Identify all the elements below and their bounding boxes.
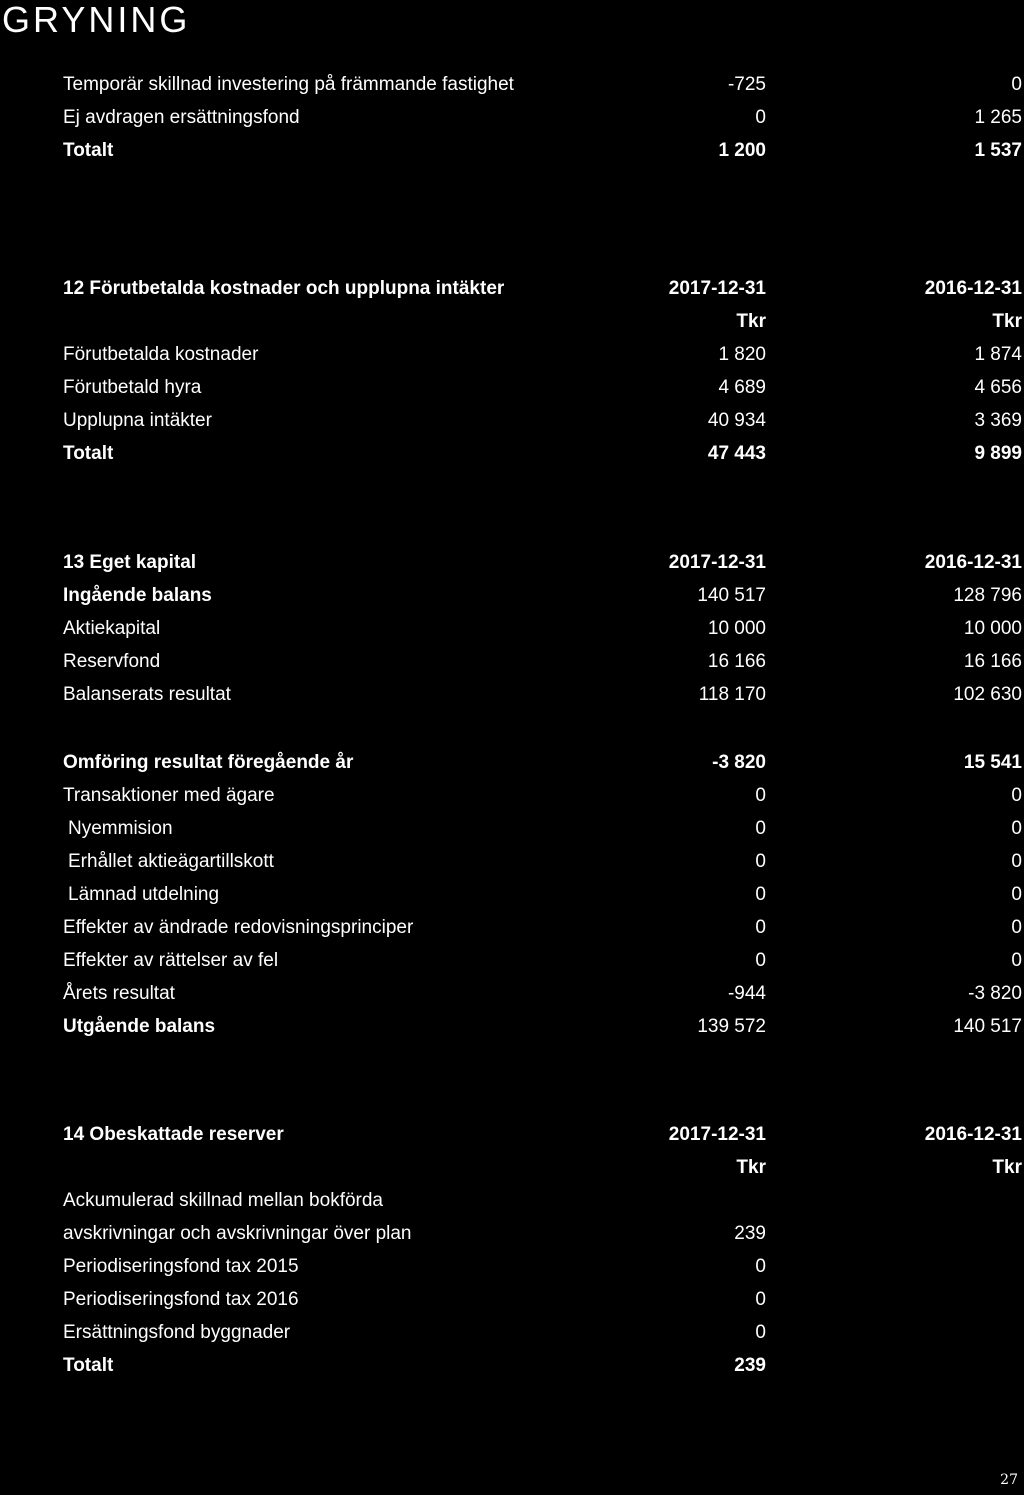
value-2016: 0 [1011, 917, 1022, 938]
table-row [0, 1316, 1024, 1349]
value-2016: 1 537 [974, 140, 1022, 161]
equity-table [0, 546, 1024, 711]
value-2017: 1 200 [718, 140, 766, 161]
table-row [0, 944, 1024, 977]
value-2017: 0 [755, 1322, 766, 1343]
value-2017: 139 572 [697, 1016, 766, 1037]
value-2017: 239 [734, 1355, 766, 1376]
table-row [0, 305, 1024, 338]
equity-changes-table [0, 746, 1024, 1043]
table-row [0, 101, 1024, 134]
value-2017: Tkr [736, 311, 766, 332]
value-2016: 1 874 [974, 344, 1022, 365]
row-label: Periodiseringsfond tax 2015 [63, 1256, 299, 1277]
table-row [0, 878, 1024, 911]
row-label: Ersättningsfond byggnader [63, 1322, 291, 1343]
value-2016: 4 656 [974, 377, 1022, 398]
value-2017: 0 [755, 950, 766, 971]
value-2017: 40 934 [707, 410, 766, 431]
value-2017: 118 170 [698, 684, 766, 705]
value-2017: 239 [734, 1223, 766, 1244]
page-number: 27 [1000, 1472, 1018, 1488]
row-label: Utgående balans [63, 1016, 216, 1037]
table-row [0, 645, 1024, 678]
value-2016: 140 517 [953, 1016, 1022, 1037]
value-2017: 0 [755, 1256, 766, 1277]
value-2017: Tkr [736, 1157, 766, 1178]
row-label: Effekter av rättelser av fel [63, 950, 279, 971]
row-label: Reservfond [63, 651, 161, 672]
table-row [0, 1349, 1024, 1382]
value-2017: -944 [727, 983, 766, 1004]
prepaid-expenses-table [0, 272, 1024, 470]
row-label: Upplupna intäkter [63, 410, 212, 431]
row-label: 13 Eget kapital [63, 552, 197, 573]
value-2017: 0 [755, 884, 766, 905]
row-label: Omföring resultat föregående år [63, 752, 354, 773]
value-2017: 2017-12-31 [668, 1124, 766, 1145]
row-label: Transaktioner med ägare [63, 785, 275, 806]
value-2017: 0 [755, 818, 766, 839]
row-label: Förutbetalda kostnader [63, 344, 259, 365]
value-2017: 0 [755, 785, 766, 806]
table-row [0, 272, 1024, 305]
value-2016: 10 000 [963, 618, 1022, 639]
table-row [0, 779, 1024, 812]
value-2017: 0 [755, 1289, 766, 1310]
table-row [0, 911, 1024, 944]
table-row [0, 404, 1024, 437]
table-row [0, 1217, 1024, 1250]
value-2016: 0 [1011, 851, 1022, 872]
value-2016: Tkr [992, 1157, 1022, 1178]
table-row [0, 68, 1024, 101]
value-2017: 2017-12-31 [668, 278, 766, 299]
value-2017: 0 [755, 107, 766, 128]
table-row [0, 1250, 1024, 1283]
row-label: avskrivningar och avskrivningar över plan [63, 1223, 412, 1244]
row-label: Periodiseringsfond tax 2016 [63, 1289, 299, 1310]
value-2016: 0 [1011, 884, 1022, 905]
table-row [0, 977, 1024, 1010]
value-2016: 102 630 [953, 684, 1022, 705]
row-label: Årets resultat [63, 983, 175, 1004]
table-row [0, 338, 1024, 371]
table-row [0, 746, 1024, 779]
row-label: Ej avdragen ersättningsfond [63, 107, 300, 128]
table-row [0, 134, 1024, 167]
value-2017: 16 166 [707, 651, 766, 672]
value-2016: 3 369 [974, 410, 1022, 431]
table-row [0, 371, 1024, 404]
row-label: 14 Obeskattade reserver [63, 1124, 284, 1145]
table-row [0, 1010, 1024, 1043]
value-2017: 140 517 [697, 585, 766, 606]
table-row [0, 845, 1024, 878]
value-2016: 0 [1011, 818, 1022, 839]
row-label: Totalt [63, 1355, 114, 1376]
row-label: Förutbetald hyra [63, 377, 202, 398]
table-row [0, 437, 1024, 470]
row-label: Ingående balans [63, 585, 212, 606]
value-2017: -725 [727, 74, 766, 95]
value-2017: -3 820 [712, 752, 766, 773]
deferred-tax-table [0, 68, 1024, 167]
value-2016: Tkr [992, 311, 1022, 332]
value-2016: 1 265 [974, 107, 1022, 128]
table-row [0, 1151, 1024, 1184]
value-2017: 2017-12-31 [668, 552, 766, 573]
value-2017: 4 689 [718, 377, 766, 398]
row-label: Totalt [63, 443, 114, 464]
value-2017: 0 [755, 917, 766, 938]
row-label: Temporär skillnad investering på främmande fastighet [63, 74, 514, 95]
table-row [0, 1184, 1024, 1217]
value-2016: 0 [1011, 950, 1022, 971]
value-2016: 0 [1011, 74, 1022, 95]
value-2016: 2016-12-31 [924, 278, 1022, 299]
value-2016: 2016-12-31 [924, 1124, 1022, 1145]
row-label: Totalt [63, 140, 114, 161]
table-row [0, 1118, 1024, 1151]
value-2016: 16 166 [963, 651, 1022, 672]
value-2016: -3 820 [968, 983, 1022, 1004]
row-label: Lämnad utdelning [68, 884, 220, 905]
table-row [0, 1283, 1024, 1316]
row-label: Erhållet aktieägartillskott [68, 851, 274, 872]
table-row [0, 612, 1024, 645]
value-2017: 10 000 [707, 618, 766, 639]
company-logo-text: GRYNING [2, 0, 191, 40]
value-2016: 2016-12-31 [924, 552, 1022, 573]
row-label: Effekter av ändrade redovisningsprinciper [63, 917, 414, 938]
table-row [0, 579, 1024, 612]
table-row [0, 678, 1024, 711]
value-2017: 1 820 [718, 344, 766, 365]
value-2017: 0 [755, 851, 766, 872]
row-label: 12 Förutbetalda kostnader och upplupna intäkter [63, 278, 505, 299]
value-2017: 47 443 [707, 443, 766, 464]
row-label: Nyemmision [68, 818, 173, 839]
row-label: Ackumulerad skillnad mellan bokförda [63, 1190, 383, 1211]
table-row [0, 546, 1024, 579]
row-label: Balanserats resultat [63, 684, 231, 705]
value-2016: 9 899 [974, 443, 1022, 464]
value-2016: 128 796 [953, 585, 1022, 606]
value-2016: 0 [1011, 785, 1022, 806]
value-2016: 15 541 [963, 752, 1022, 773]
table-row [0, 812, 1024, 845]
untaxed-reserves-table [0, 1118, 1024, 1382]
row-label: Aktiekapital [63, 618, 161, 639]
